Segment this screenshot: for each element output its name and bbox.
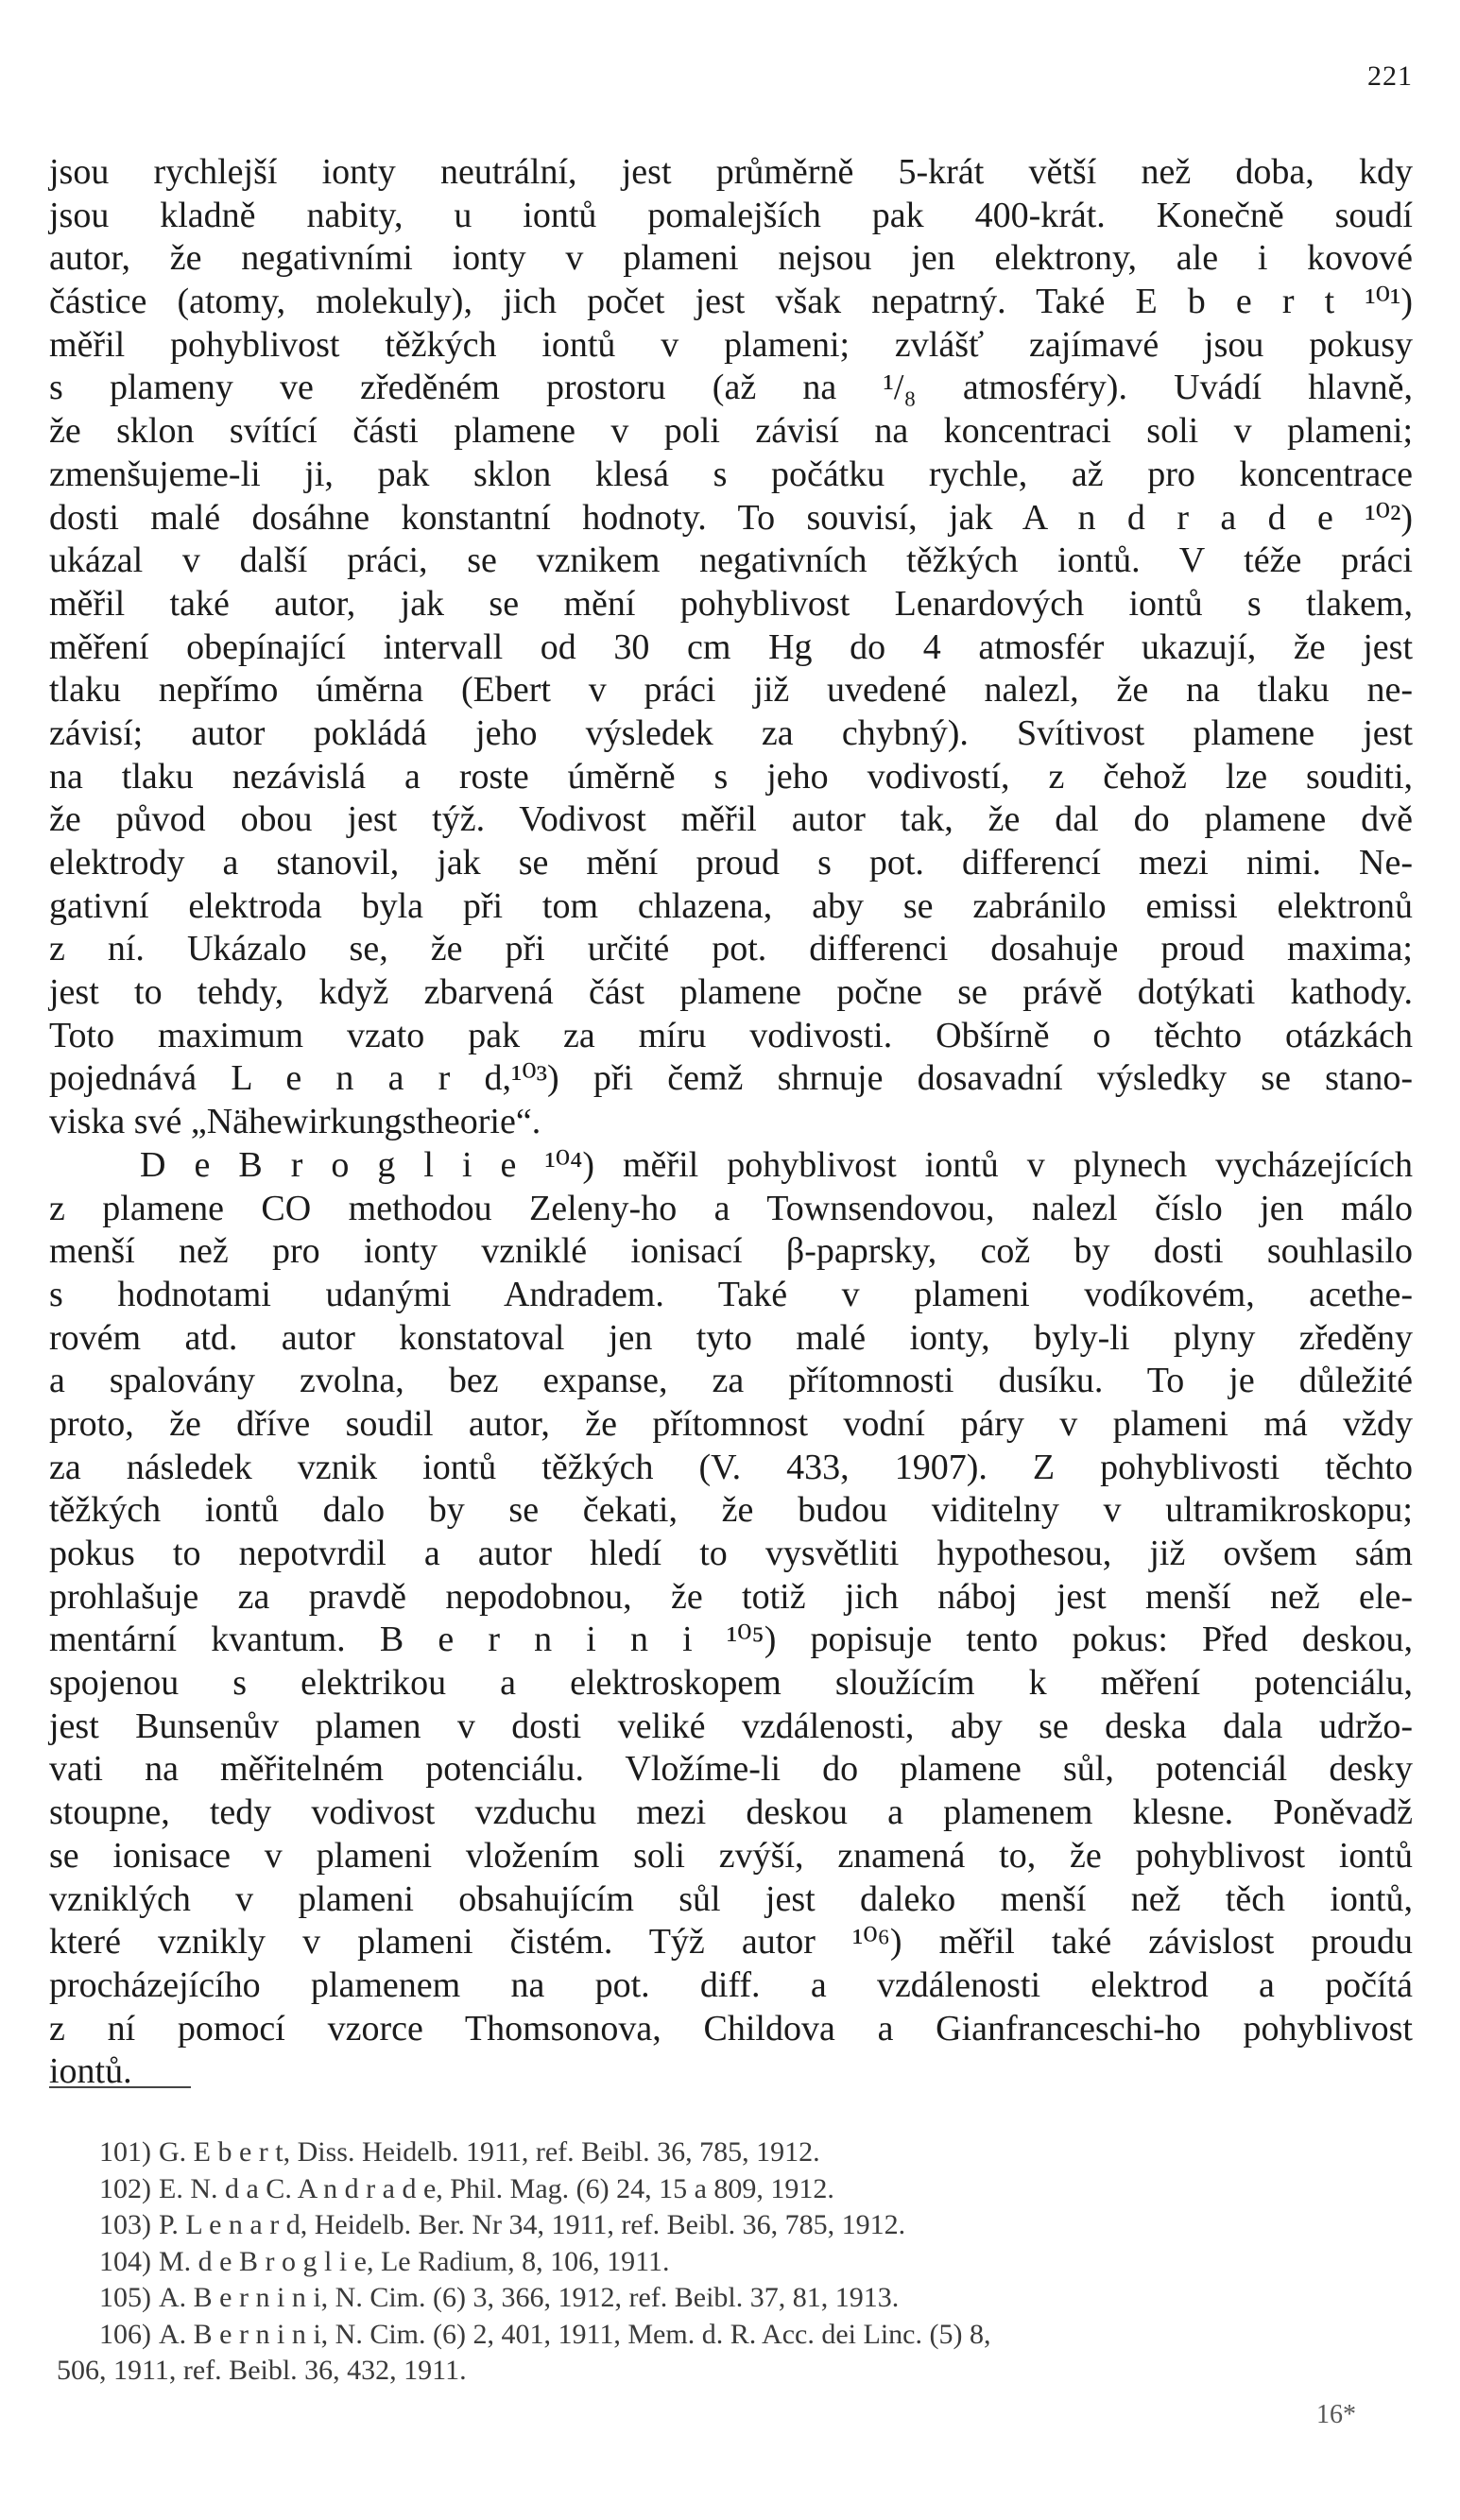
- footnote: [49, 2171, 1413, 2208]
- text-line: stoupne, tedy vodivost vzduchu mezi deskou a plamenem klesne. Poněvadž: [49, 1792, 1413, 1833]
- text-line: se ionisace v plameni vložením soli zvýší, znamená to, že pohyblivost iontů: [49, 1835, 1413, 1876]
- text-line: těžkých iontů dalo by se čekati, že budou viditelny v ultramikroskopu;: [49, 1490, 1413, 1531]
- text-line: na tlaku nezávislá a roste úměrně s jeho vodivostí, z čehož lze souditi,: [49, 756, 1413, 797]
- text-line: částice (atomy, molekuly), jich počet jest však nepatrný. Také E b e r t ¹⁰¹): [49, 282, 1413, 322]
- text-line: menší než pro ionty vzniklé ionisací β-paprsky, což by dosti souhlasilo: [49, 1231, 1413, 1272]
- text-line: proto, že dříve soudil autor, že přítomnost vodní páry v plameni má vždy: [49, 1403, 1413, 1444]
- footnote: [49, 2134, 1413, 2171]
- text-line: pojednává L e n a r d,¹⁰³) při čemž shrnuje dosavadní výsledky se stano-: [49, 1058, 1413, 1099]
- footnote: [49, 2317, 1413, 2354]
- text-line: z plamene CO methodou Zeleny-ho a Townsendovou, nalezl číslo jen málo: [49, 1188, 1413, 1228]
- body-text: [49, 151, 1413, 2094]
- text-line: vati na měřitelném potenciálu. Vložíme-li do plamene sůl, potenciál desky: [49, 1749, 1413, 1790]
- footnote-text: A. B e r n i n i, N. Cim. (6) 3, 366, 1912, ref. Beibl. 37, 81, 1913.: [159, 2282, 900, 2313]
- text-line: jsou rychlejší ionty neutrální, jest průměrně 5-krát větší než doba, kdy: [49, 152, 1413, 192]
- text-line: dosti malé dosáhne konstantní hodnoty. To souvisí, jak A n d r a d e ¹⁰²): [49, 497, 1413, 538]
- text-line: jsou kladně nabity, u iontů pomalejších pak 400-krát. Konečně soudí: [49, 195, 1413, 235]
- text-line: měření obepínající intervall od 30 cm Hg do 4 atmosfér ukazují, že jest: [49, 626, 1413, 667]
- footnote: [49, 2280, 1413, 2317]
- text-line: vzniklých v plameni obsahujícím sůl jest daleko menší než těch iontů,: [49, 1878, 1413, 1919]
- text-line: spojenou s elektrikou a elektroskopem sloužícím k měření potenciálu,: [49, 1663, 1413, 1704]
- footnote-text: P. L e n a r d, Heidelb. Ber. Nr 34, 1911, ref. Beibl. 36, 785, 1912.: [159, 2209, 906, 2240]
- text-line: iontů.: [49, 2051, 132, 2092]
- footnote-text: A. B e r n i n i, N. Cim. (6) 2, 401, 1911, Mem. d. R. Acc. dei Linc. (5) 8,: [159, 2318, 991, 2350]
- text-line: mentární kvantum. B e r n i n i ¹⁰⁵) popisuje tento pokus: Před deskou,: [49, 1620, 1413, 1660]
- footnote-number: 101): [99, 2136, 151, 2168]
- text-line: D e B r o g l i e ¹⁰⁴) měřil pohyblivost iontů v plynech vycházejících: [140, 1144, 1413, 1185]
- footnote-text: M. d e B r o g l i e, Le Radium, 8, 106, 1911.: [159, 2245, 670, 2277]
- footnote-divider: [49, 2086, 191, 2088]
- footnote: [49, 2207, 1413, 2244]
- text-line: že původ obou jest týž. Vodivost měřil autor tak, že dal do plamene dvě: [49, 799, 1413, 840]
- text-line: jest to tehdy, když zbarvená část plamene počne se právě dotýkati kathody.: [49, 972, 1413, 1013]
- text-line: s hodnotami udanými Andradem. Také v plameni vodíkovém, acethe-: [49, 1274, 1413, 1314]
- text-line: že sklon svítící části plamene v poli závisí na koncentraci soli v plameni;: [49, 411, 1413, 452]
- footnote-number: 104): [99, 2245, 151, 2277]
- text-line: viska své „Nähewirkungstheorie“.: [49, 1102, 541, 1142]
- text-line: jest Bunsenův plamen v dosti veliké vzdálenosti, aby se deska dala udržo-: [49, 1706, 1413, 1746]
- text-line: a spalovány zvolna, bez expanse, za přítomnosti dusíku. To je důležité: [49, 1361, 1413, 1401]
- text-line: měřil pohyblivost těžkých iontů v plameni; zvlášť zajímavé jsou pokusy: [49, 324, 1413, 365]
- footnote-text: E. N. d a C. A n d r a d e, Phil. Mag. (6) 24, 15 a 809, 1912.: [159, 2172, 834, 2204]
- footnote-number: 105): [99, 2282, 151, 2313]
- text-line: které vznikly v plameni čistém. Týž autor ¹⁰⁶) měřil také závislost proudu: [49, 1922, 1413, 1963]
- text-line: za následek vznik iontů těžkých (V. 433, 1907). Z pohyblivosti těchto: [49, 1447, 1413, 1487]
- footnote-number: 106): [99, 2318, 151, 2350]
- text-line: prohlašuje za pravdě nepodobnou, že totiž jich náboj jest menší než ele-: [49, 1576, 1413, 1617]
- page-number: 221: [1367, 60, 1413, 92]
- text-line: rovém atd. autor konstatoval jen tyto malé ionty, byly-li plyny zředěny: [49, 1317, 1413, 1358]
- signature-mark: 16*: [1316, 2400, 1356, 2429]
- text-line: s plameny ve zředěném prostoru (až na ¹/₈ atmosféry). Uvádí hlavně,: [49, 368, 1413, 408]
- text-line: gativní elektroda byla při tom chlazena, aby se zabránilo emissi elektronů: [49, 885, 1413, 926]
- footnote-text: 506, 1911, ref. Beibl. 36, 432, 1911.: [57, 2355, 467, 2386]
- text-line: procházejícího plamenem na pot. diff. a vzdálenosti elektrod a počítá: [49, 1964, 1413, 2005]
- footnotes: [49, 2134, 1413, 2390]
- text-line: měřil také autor, jak se mění pohyblivost Lenardových iontů s tlakem,: [49, 583, 1413, 624]
- text-line: Toto maximum vzato pak za míru vodivosti. Obšírně o těchto otázkách: [49, 1015, 1413, 1055]
- text-line: zmenšujeme-li ji, pak sklon klesá s počátku rychle, až pro koncentrace: [49, 454, 1413, 494]
- text-line: závisí; autor pokládá jeho výsledek za chybný). Svítivost plamene jest: [49, 712, 1413, 753]
- text-line: tlaku nepřímo úměrna (Ebert v práci již uvedené nalezl, že na tlaku ne-: [49, 670, 1413, 711]
- text-line: autor, že negativními ionty v plameni nejsou jen elektrony, ale i kovové: [49, 238, 1413, 279]
- footnote-number: 103): [99, 2209, 151, 2240]
- text-line: ukázal v další práci, se vznikem negativních těžkých iontů. V téže práci: [49, 540, 1413, 581]
- footnote-number: 102): [99, 2172, 151, 2204]
- text-line: pokus to nepotvrdil a autor hledí to vysvětliti hypothesou, již ovšem sám: [49, 1534, 1413, 1573]
- text-line: elektrody a stanovil, jak se mění proud s pot. differencí mezi nimi. Ne-: [49, 843, 1413, 883]
- footnote-text: G. E b e r t, Diss. Heidelb. 1911, ref. Beibl. 36, 785, 1912.: [159, 2136, 820, 2168]
- footnote: [49, 2353, 1413, 2390]
- text-line: z ní pomocí vzorce Thomsonova, Childova a Gianfranceschi-ho pohyblivost: [49, 2008, 1413, 2049]
- footnote: [49, 2244, 1413, 2281]
- text-line: z ní. Ukázalo se, že při určité pot. differenci dosahuje proud maxima;: [49, 929, 1413, 969]
